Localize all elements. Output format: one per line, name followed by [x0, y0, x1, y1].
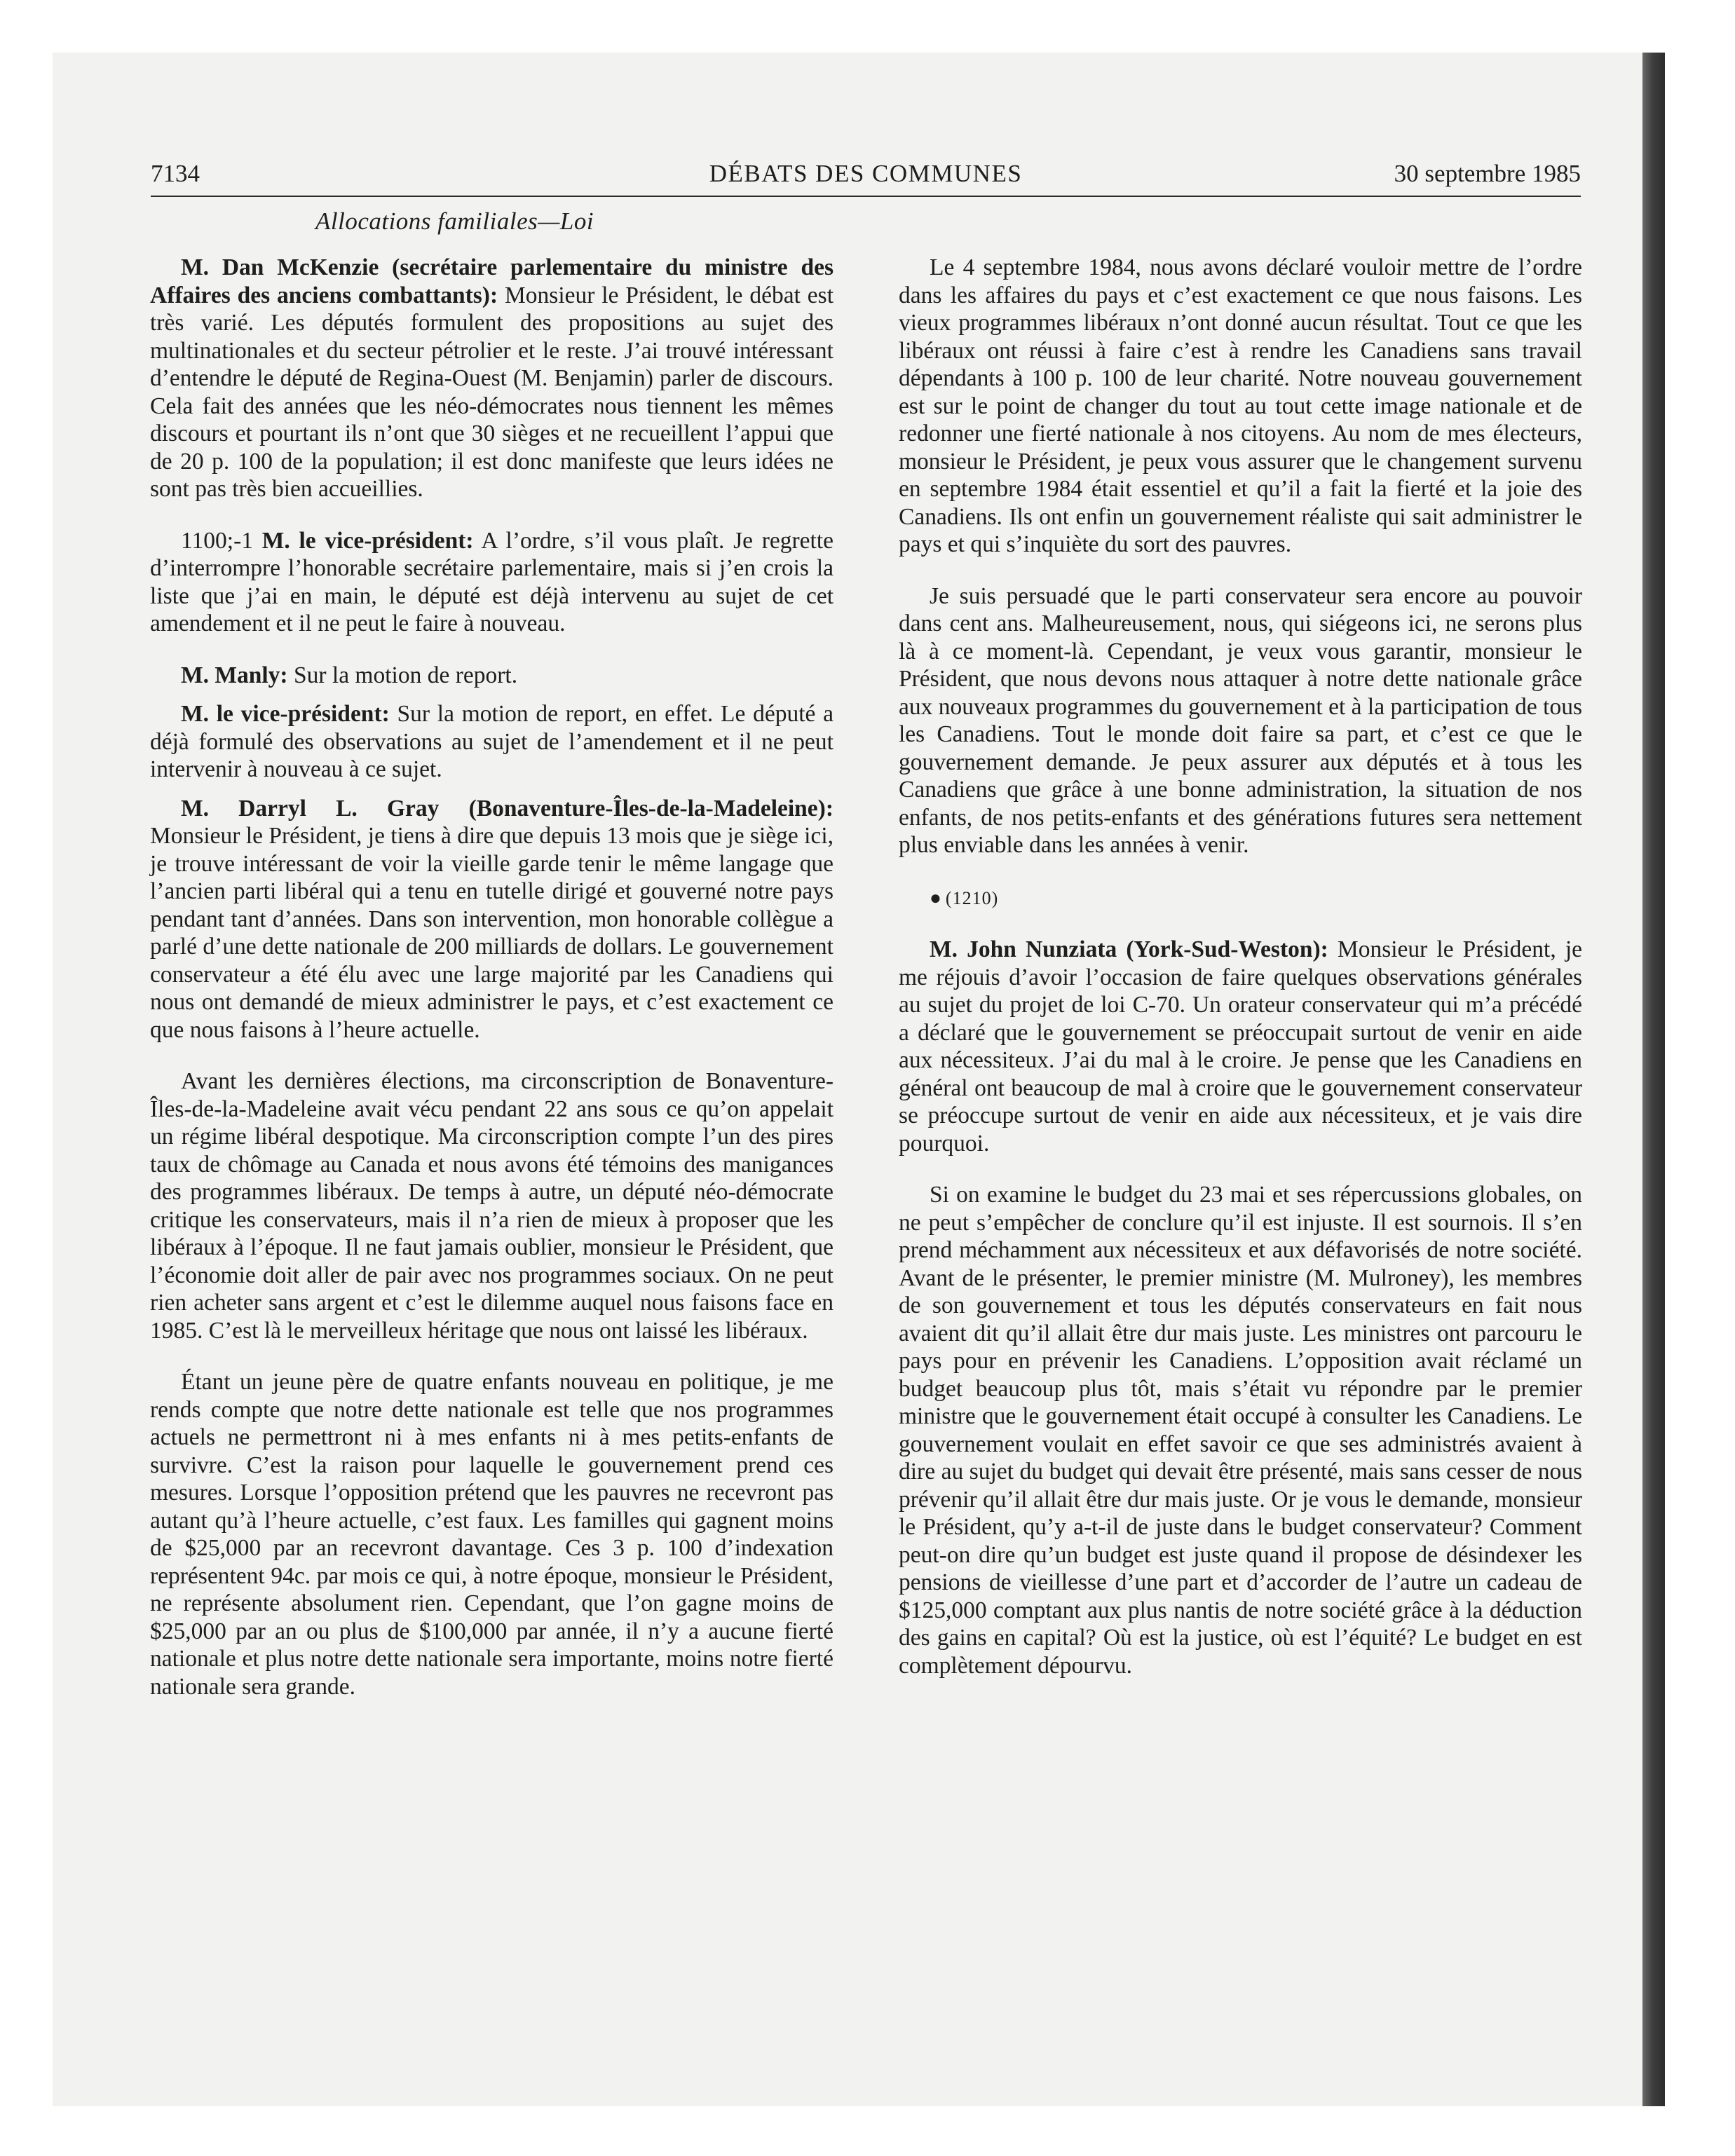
header-rule	[151, 196, 1581, 197]
speaker-name: M. Manly:	[181, 662, 288, 688]
paragraph	[150, 254, 834, 503]
speech-text: Sur la motion de report, en effet. Le député a déjà formulé des observations au sujet de l’amendement et il ne peut intervenir à nouveau à ce sujet.	[150, 701, 834, 782]
paragraph	[150, 662, 834, 690]
running-title: DÉBATS DES COMMUNES	[709, 160, 1023, 187]
speaker-name: M. le vice-président:	[252, 527, 474, 554]
paragraph	[150, 527, 834, 638]
section-subject: Allocations familiales—Loi	[315, 207, 594, 235]
paragraph: Étant un jeune père de quatre enfants nouveau en politique, je me rends compte que notre dette nationale est telle que nos programmes actuels ne permettront ni à mes enfants ni à mes petits-enfants de survivre. C’est la raison pour laquelle le gouvernement prend ces mesures. Lorsque l’opposition prétend que les pauvres ne recevront pas autant qu’à l’heure actuelle, c’est faux. Les familles qui gagnent moins de $25,000 par an recevront davantage. Ces 3 p. 100 d’indexation représentent 94c. par mois ce qui, à notre époque, monsieur le Président, ne représente absolument rien. Cependant, que l’on gagne moins de $25,000 par an ou plus de $100,000 par année, il n’y a aucune fierté nationale et plus notre dette nationale sera importante, moins notre fierté nationale sera grande.	[150, 1369, 834, 1700]
speaker-name: M. le vice-président:	[181, 701, 390, 727]
time-marker: 1100;-1	[181, 527, 253, 554]
speaker-name: M. Darryl L. Gray (Bonaventure-Îles-de-la-Madeleine):	[181, 795, 834, 821]
paragraph: Le 4 septembre 1984, nous avons déclaré vouloir mettre de l’ordre dans les affaires du pays et c’est exactement ce que nous faisons. Les vieux programmes libéraux n’ont donné aucun résultat. Tout ce que les libéraux ont réussi à faire c’est à rendre les Canadiens sans travail dépendants à 100 p. 100 de leur charité. Notre nouveau gouvernement est sur le point de changer du tout au tout cette image nationale et de redonner une fierté nationale à nos citoyens. Au nom de mes électeurs, monsieur le Président, je peux vous assurer que le changement survenu en septembre 1984 était essentiel et qu’il a fait la fierté et la joie des Canadiens. Ils ont enfin un gouvernement réaliste qui sait administrer le pays et qui s’inquiète du sort des pauvres.	[899, 254, 1582, 557]
paragraph: Je suis persuadé que le parti conservateur sera encore au pouvoir dans cent ans. Malheureusement, nous, qui siégeons ici, ne serons plus là à ce moment-là. Cependant, je veux vous garantir, monsieur le Président, que nous devons nous attaquer à notre dette nationale grâce aux nouveaux programmes du gouvernement et à la participation de tous les Canadiens. Tout le monde doit faire sa part, et c’est ce que le gouvernement demande. Je peux assurer aux députés et à tous les Canadiens que grâce à une bonne administration, la situation de nos enfants, de nos petits-enfants et des générations futures sera nettement plus enviable dans les années à venir.	[899, 582, 1582, 858]
speech-text: A l’ordre, s’il vous plaît. Je regrette d’interrompre l’honorable secrétaire parlementaire, mais si j’en crois la liste que j’ai en main, le député est déjà intervenu au sujet de cet amendement et il ne peut le faire à nouveau.	[150, 527, 834, 636]
paragraph	[150, 795, 834, 1044]
paragraph	[150, 700, 834, 784]
speech-text: Sur la motion de report.	[287, 662, 518, 688]
paragraph	[899, 936, 1582, 1157]
speech-text: Monsieur le Président, je tiens à dire que depuis 13 mois que je siège ici, je trouve intéressant de voir la vieille garde tenir le même langage que l’ancien parti libéral qui a tenu en tutelle dirigé et gouverné notre pays pendant tant d’années. Dans son intervention, mon honorable collègue a parlé d’une dette nationale de 200 milliards de dollars. Le gouvernement conservateur a été élu avec une large majorité par les Canadiens qui nous ont demandé de mieux administrer le pays, et c’est exactement ce que nous faisons à l’heure actuelle.	[150, 823, 834, 1043]
page-header	[151, 160, 1581, 195]
speaker-name: M. Dan McKenzie (secrétaire parlementaire du ministre des Affaires des anciens combattants):	[150, 254, 834, 308]
page-number: 7134	[151, 160, 200, 187]
header-date: 30 septembre 1985	[1394, 160, 1581, 187]
speaker-name: M. John Nunziata (York-Sud-Weston):	[930, 936, 1328, 962]
right-column	[899, 254, 1582, 1703]
speech-text: Monsieur le Président, le débat est très varié. Les députés formulent des propositions au sujet des multinationales et du secteur pétrolier et le reste. J’ai trouvé intéressant d’entendre le député de Regina-Ouest (M. Benjamin) parler de discours. Cela fait des années que les néo-démocrates nous tiennent les mêmes discours et pourtant ils n’ont que 30 sièges et ne recueillent l’appui que de 20 p. 100 de la population; il est donc manifeste que leurs idées ne sont pas très bien accueillies.	[150, 282, 834, 502]
time-stamp	[899, 883, 1582, 913]
paragraph: Si on examine le budget du 23 mai et ses répercussions globales, on ne peut s’empêcher de conclure qu’il est injuste. Il est sournois. Il s’en prend méchamment aux nécessiteux et aux défavorisés de notre société. Avant de le présenter, le premier ministre (M. Mulroney), les membres de son gouvernement et tous les députés conservateurs en fait nous avaient dit qu’il allait être dur mais juste. Les ministres ont parcouru le pays pour en prévenir les Canadiens. L’opposition avait réclamé un budget beaucoup plus tôt, mais s’était vu répondre par le premier ministre que le gouvernement était occupé à consulter les Canadiens. Le gouvernement voulait en effet savoir ce que ses administrés avaient à dire au sujet du budget qui devait être présenté, mais sans cesser de nous prévenir qu’il allait être dur mais juste. Or je vous le demande, monsieur le Président, qu’y a-t-il de juste dans le budget conservateur? Comment peut-on dire qu’un budget est juste quand il propose de désindexer les pensions de vieillesse d’une part et d’accorder de l’autre un cadeau de $125,000 comptant aux plus nantis de notre société grâce à la déduction des gains en capital? Où est la justice, où est l’équité? Le budget en est complètement dépourvu.	[899, 1182, 1582, 1679]
paragraph: Avant les dernières élections, ma circonscription de Bonaventure-Îles-de-la-Madeleine avait vécu pendant 22 ans sous ce qu’on appelait un régime libéral despotique. Ma circonscription compte l’un des pires taux de chômage au Canada et nous avons été témoins des manigances des programmes libéraux. De temps à autre, un député néo-démocrate critique les conservateurs, mais il n’a rien de mieux à proposer que les libéraux à l’époque. Il ne faut jamais oublier, monsieur le Président, que l’économie doit aller de pair avec nos programmes sociaux. On ne peut rien acheter sans argent et c’est le dilemme auquel nous faisons face en 1985. C’est là le merveilleux héritage que nous ont laissé les libéraux.	[150, 1068, 834, 1344]
left-column	[150, 254, 834, 1724]
speech-text: Monsieur le Président, je me réjouis d’avoir l’occasion de faire quelques observations générales au sujet du projet de loi C-70. Un orateur conservateur qui m’a précédé a déclaré que le gouvernement se préoccupait surtout de venir en aide aux nécessiteux. J’ai du mal à le croire. Je pense que les Canadiens en général ont beaucoup de mal à croire que le gouvernement conservateur se préoccupe surtout de venir en aide aux nécessiteux, et je vais dire pourquoi.	[899, 936, 1583, 1157]
binding-edge	[1642, 53, 1665, 2106]
time-stamp-text: (1210)	[945, 887, 999, 908]
bullet-icon: ●	[930, 887, 941, 909]
